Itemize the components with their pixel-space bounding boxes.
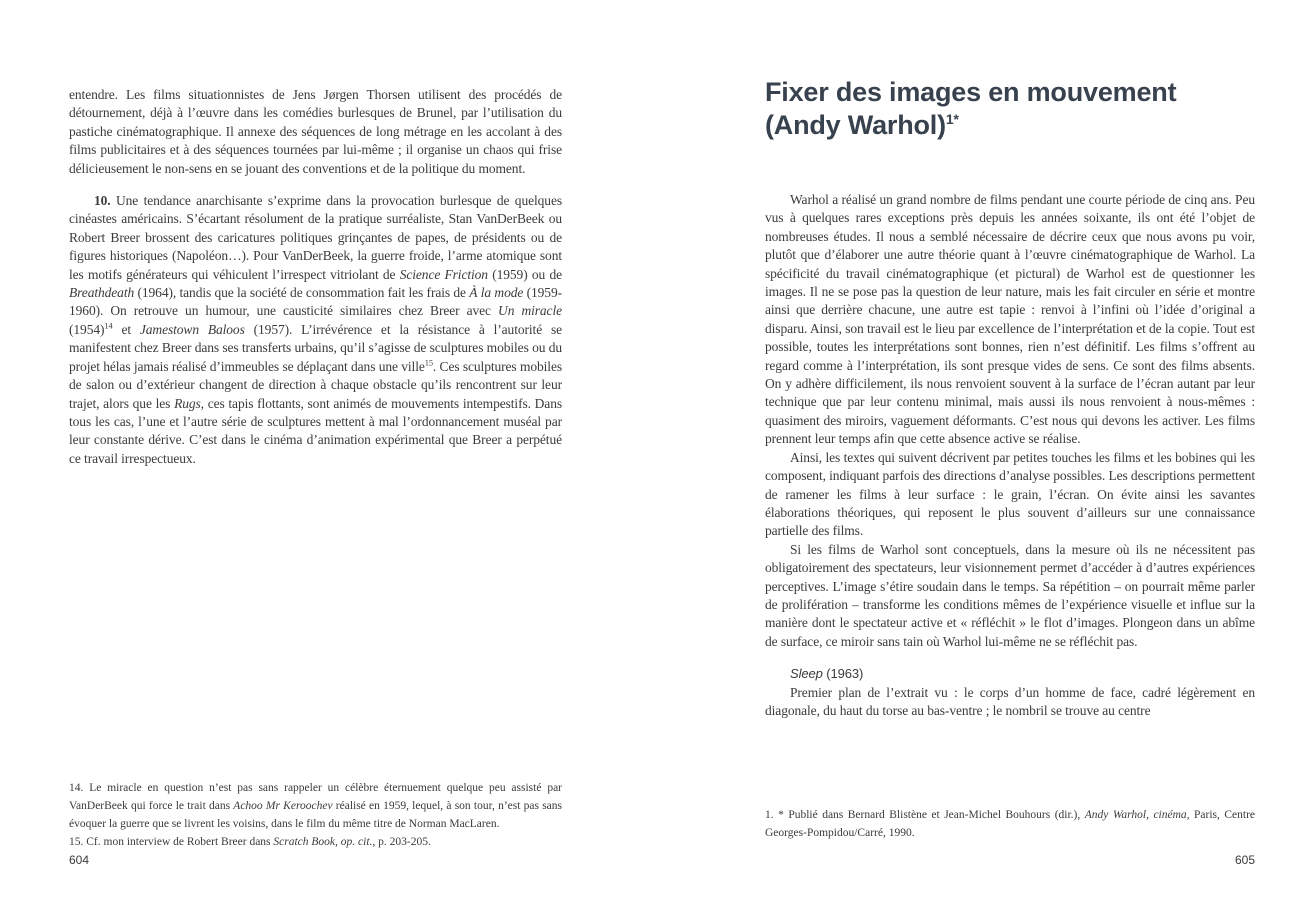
footnote-15: 15. Cf. mon interview de Robert Breer dans Scratch Book, op. cit., p. 203-205. [69,836,431,848]
footnote-1: 1. * Publié dans Bernard Blistène et Jean-Michel Bouhours (dir.), Andy Warhol, cinéma, Paris, Centre Georges-Pompidou/Carré, 1990. [765,809,1256,839]
body-paragraph-continuation: entendre. Les films situationnistes de Jens Jørgen Thorsen utilisent des procédés de détournement, déjà à l’œuvre dans les comédies burlesques de Brunel, par l’utilisation du pastiche cinématographique. Il annexe des séquences de long métrage en les accolant à des films publicitaires et à des séquences tournées par lui-même ; il organise un chaos qui frise délicieusement le non-sens en se jouant des conventions et de la politique du moment. [69,87,562,176]
title-footnote-marker: 1* [945,111,959,127]
left-body-text [69,86,562,468]
chapter-title [765,76,1255,142]
footnote-14: 14. Le miracle en question n’est pas sans rappeler un célèbre éternuement quelque peu assisté par VanDerBeek qui force le trait dans Achoo Mr Keroochev réalisé en 1959, lequel, à son tour, n’est pas sans évoquer la guerre que se livrent les voisins, dans le film du même titre de Norman MacLaren. [69,782,562,830]
page-number-left: 604 [69,853,90,867]
body-paragraph: Si les films de Warhol sont conceptuels, dans la mesure où ils ne nécessitent pas obligatoirement des spectateurs, leur visionnement permet d’accéder à d’autres expériences perceptives. L’image s’étire soudain dans le temps. Sa répétition – on pourrait même parler de prolifération – transforme les conditions mêmes de l’expérience visuelle et influe sur la manière dont le spectateur active et « réfléchit » le flot d’images. Plongeon dans un abîme de surface, ce miroir sans tain où Warhol lui-même ne se réfléchit pas. [765,541,1255,649]
page-number-right: 605 [1234,853,1255,867]
body-paragraph-section-10: 10. Une tendance anarchisante s’exprime dans la provocation burlesque de quelques cinéastes américains. S’écartant résolument de la pratique surréaliste, Stan VanDerBeek ou Robert Breer brossent des caricatures politiques grinçantes de papes, de présidents ou de figures historiques (Napoléon…). Pour VanDerBeek, la guerre froide, l’arme atomique sont les motifs générateurs qui véhiculent l’irrespect vitriolant de Science Friction (1959) ou de Breathdeath (1964), tandis que la société de consommation fait les frais de À la mode (1959-1960). On retrouve un humour, une causticité similaires chez Breer avec Un miracle $(1954)^{14}$ et Jamestown Baloos (1957). L’irrévérence et la résistance à l’autorité se manifestent chez Breer dans ses transferts urbains, qu’il s’agisse de sculptures mobiles ou du projet hélas jamais réalisé d’immeubles se déplaçant dans une ville$^{15}$. Ces sculptures mobiles de salon ou d’extérieur changent de direction à chaque obstacle qu’ils rencontrent sur leur trajet, alors que les Rugs, ces tapis flottants, sont animés de mouvements intempestifs. Dans tous les cas, l’une et l’autre série de sculptures mettent à mal l’ordonnancement muséal par leur constante dérive. C’est dans le cinéma d’animation expérimental que Breer a perpétué ce travail irrespectueux. [69,193,563,466]
right-footnotes [765,806,1255,842]
film-subheading-sleep: Sleep (1963) [790,666,864,682]
chapter-title-line2: (Andy Warhol) [765,110,946,140]
right-body-text [765,191,1255,720]
body-paragraph: Ainsi, les textes qui suivent décrivent par petites touches les films et les bobines qui les composent, indiquant parfois des directions d’analyse possibles. Les descriptions permettent de ramener les films à leur surface : le grain, l’écran. On évite ainsi les savantes élaborations théoriques, qui reposent le plus souvent d’ailleurs sur une connaissance partielle des films. [765,449,1255,539]
left-footnotes [69,779,562,851]
chapter-title-line1: Fixer des images en mouvement [765,77,1177,107]
right-page [765,0,1255,913]
body-paragraph: Premier plan de l’extrait vu : le corps d’un homme de face, cadré légèrement en diagonale, du haut du torse au bas-ventre ; le nombril se trouve au centre [765,684,1255,718]
body-paragraph: Warhol a réalisé un grand nombre de films pendant une courte période de cinq ans. Peu vus à quelques rares exceptions près depuis les années soixante, ils ont été l’objet de nombreuses études. Il nous a semblé nécessaire de décrire ceux que nous avons pu voir, plutôt que d’élaborer une autre théorie quant à l’œuvre cinématographique de Warhol. La spécificité du travail cinématographique (et pictural) de Warhol est de questionner les images. Il ne se pose pas la question de leur nature, mais les fait circuler en série et montre ainsi que derrière chacune, une autre est tapie : renvoi à l’infini où l’idée d’original a disparu. Ainsi, son travail est le lieu par excellence de l’interprétation et de la copie. Tout est possible, toutes les interprétations sont bonnes, rien n’est définitif. Les films s’offrent au regard comme à l’interprétation, ils sont presque vides de sens. Ce sont des films absents. On y adhère difficilement, ils nous renvoient souvent à la surface de l’écran autant par leur technique que par leur contenu minimal, mais aussi ils nous renvoient à nous-mêmes : quasiment des miroirs, vaguement déformants. C’est nous qui devons les activer. Les films prennent leur temps afin que cette absence active se réalise. [765,192,1255,447]
left-page [69,0,562,913]
